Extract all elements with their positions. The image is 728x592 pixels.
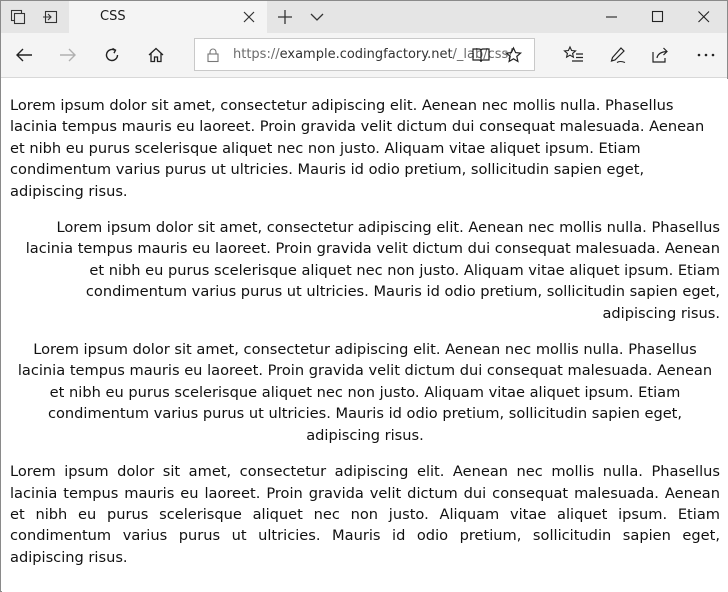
tab-title: CSS <box>100 9 126 24</box>
set-aside-tabs-icon[interactable] <box>34 1 66 33</box>
refresh-icon[interactable] <box>96 39 128 71</box>
book-icon[interactable] <box>472 47 490 63</box>
chevron-down-icon[interactable] <box>301 1 333 33</box>
more-icon[interactable] <box>690 39 722 71</box>
page-content <box>2 79 728 592</box>
tab-css[interactable] <box>69 1 267 33</box>
lock-icon <box>207 48 219 62</box>
url-path: /_lab/css/ <box>452 47 513 62</box>
tab-bar <box>1 1 727 33</box>
paragraph-align-center: Lorem ipsum dolor sit amet, consectetur adipiscing elit. Aenean nec mollis nulla. Phasellus lacinia tempus mauris eu laoreet. Proin gravida velit dictum dui consequat malesuada. Aenean et nibh eu purus scelerisque aliquet nec non justo. Aliquam vitae aliquet ipsum. Etiam condimentum varius purus ut ultricies. Mauris id odio pretium, sollicitudin sapien eget, adipiscing risus. <box>17 341 713 444</box>
star-icon[interactable] <box>505 47 522 63</box>
plus-icon[interactable] <box>269 1 301 33</box>
tab-actions-icon[interactable] <box>2 1 34 33</box>
favorites-list-icon[interactable] <box>558 39 590 71</box>
url-text[interactable] <box>233 47 513 62</box>
url-host: example.codingfactory.net <box>279 47 453 62</box>
maximize-icon[interactable] <box>635 1 681 33</box>
share-icon[interactable] <box>644 39 676 71</box>
paragraph-align-right: Lorem ipsum dolor sit amet, consectetur adipiscing elit. Aenean nec mollis nulla. Phasellus lacinia tempus mauris eu laoreet. Proin gravida velit dictum dui consequat malesuada. Aenean et nibh eu purus scelerisque aliquet nec non justo. Aliquam vitae aliquet ipsum. Etiam condimentum varius purus ut ultricies. Mauris id odio pretium, sollicitudin sapien eget, adipiscing risus. <box>25 219 720 322</box>
paragraph-align-justify: Lorem ipsum dolor sit amet, consectetur adipiscing elit. Aenean nec mollis nulla. Phasellus lacinia tempus mauris eu laoreet. Proin gravida velit dictum dui consequat malesuada. Aenean et nibh eu purus scelerisque aliquet nec non justo. Aliquam vitae aliquet ipsum. Etiam condimentum varius purus ut ultricies. Mauris id odio pretium, sollicitudin sapien eget, adipiscing risus. <box>10 463 720 566</box>
close-icon[interactable] <box>237 5 261 29</box>
pen-icon[interactable] <box>602 39 634 71</box>
url-scheme: https:// <box>233 47 280 62</box>
close-icon[interactable] <box>681 1 727 33</box>
navigation-bar <box>1 33 727 78</box>
paragraph-align-left: Lorem ipsum dolor sit amet, consectetur adipiscing elit. Aenean nec mollis nulla. Phasellus lacinia tempus mauris eu laoreet. Proin gravida velit dictum dui consequat malesuada. Aenean et nibh eu purus scelerisque aliquet nec non justo. Aliquam vitae aliquet ipsum. Etiam condimentum varius purus ut ultricies. Mauris id odio pretium, sollicitudin sapien eget, adipiscing risus. <box>10 97 705 200</box>
back-arrow-icon[interactable] <box>8 39 40 71</box>
address-bar[interactable] <box>194 38 535 71</box>
forward-arrow-icon[interactable] <box>52 39 84 71</box>
minimize-icon[interactable] <box>589 1 635 33</box>
home-icon[interactable] <box>140 39 172 71</box>
